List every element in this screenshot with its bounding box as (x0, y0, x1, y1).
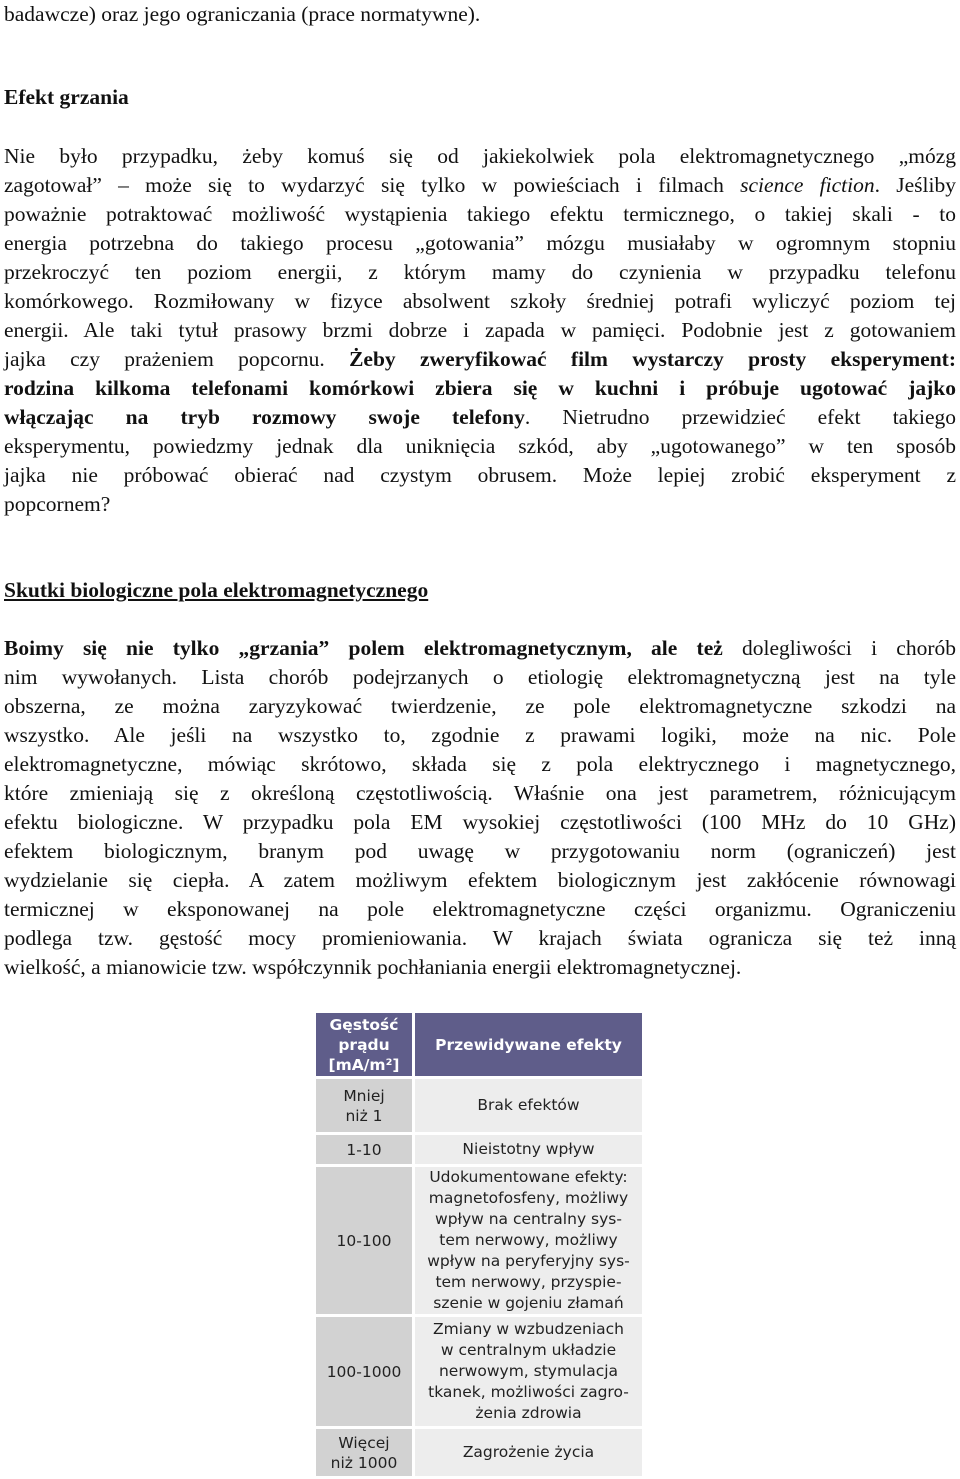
density-cell (315, 1078, 414, 1134)
text-run: nim wywołanych. Lista chorób podejrzanych o etiologię elektromagnetyczną jest na tyle (4, 665, 956, 689)
text-run: energii. Ale taki tytuł prasowy brzmi dobrze i zapada w pamięci. Podobnie jest z gotowaniem (4, 318, 956, 342)
biological-paragraph-line (4, 924, 956, 953)
effect-text: tkanek, możliwości zagro- (428, 1383, 629, 1401)
density-cell (315, 1134, 414, 1166)
effect-text: Nieistotny wpływ (462, 1140, 595, 1158)
biological-paragraph-line (4, 779, 956, 808)
heating-paragraph-line (4, 258, 956, 287)
intro-line: badawcze) oraz jego ograniczania (prace normatywne). (4, 2, 481, 26)
text-run: . Nietrudno przewidzieć efekt takiego (524, 405, 956, 429)
biological-paragraph-line (4, 692, 956, 721)
density-value: niż 1 (345, 1106, 383, 1125)
text-run: podlega tzw. gęstość mocy promieniowania. W krajach świata ogranicza się też inną (4, 926, 956, 950)
effect-text: tem nerwowy, możliwy (439, 1231, 618, 1249)
heating-paragraph-line (4, 229, 956, 258)
text-run: jajka czy prażeniem popcornu. (4, 347, 350, 371)
density-value: 100-1000 (326, 1362, 402, 1381)
biological-paragraph-line (4, 953, 956, 982)
text-run: Nie było przypadku, żeby komuś się od jakiekolwiek pola elektromagnetycznego „mózg (4, 144, 956, 168)
effect-text: wpływ na peryferyjny sys- (427, 1252, 630, 1270)
density-cell (315, 1166, 414, 1316)
effect-text: tem nerwowy, przyspie- (435, 1273, 622, 1291)
table-body (315, 1078, 644, 1478)
table-row (315, 1316, 644, 1428)
text-run: dolegliwości i chorób (722, 636, 956, 660)
density-cell (315, 1428, 414, 1478)
heating-paragraph-line (4, 316, 956, 345)
effect-text: Brak efektów (477, 1096, 580, 1114)
effect-text: wpływ na centralny sys- (435, 1210, 622, 1228)
text-run: energia potrzebna do takiego procesu „gotowania” mózgu musiałaby w ogromnym stopniu (4, 231, 956, 255)
biological-paragraph-line (4, 663, 956, 692)
heating-paragraph-line (4, 287, 956, 316)
text-run: Żeby zweryfikować film wystarczy prosty eksperyment: (349, 347, 956, 371)
density-value: 1-10 (346, 1140, 382, 1159)
table-row (315, 1428, 644, 1478)
heating-paragraph-line (4, 142, 956, 171)
heating-paragraph-line (4, 432, 956, 461)
table-row (315, 1166, 644, 1316)
heating-paragraph-line (4, 461, 956, 490)
biological-paragraph-line (4, 837, 956, 866)
text-run: zagotował” – może się to wydarzyć się tylko w powieściach i filmach (4, 173, 741, 197)
heating-paragraph-line (4, 200, 956, 229)
text-run: wydzielanie się ciepła. A zatem możliwym efektem biologicznym jest zakłócenie równowagi (4, 868, 956, 892)
biological-paragraph-line (4, 721, 956, 750)
text-run: jajka nie próbować obierać nad czystym obrusem. Może lepiej zrobić eksperyment z (4, 463, 956, 487)
effect-cell (414, 1428, 644, 1478)
text-run: komórkowego. Rozmiłowany w fizyce absolwent szkoły średniej potrafi wyliczyć poziom tej (4, 289, 956, 313)
text-run: włączając na tryb rozmowy swoje telefony (4, 405, 525, 429)
text-run: elektromagnetyczne, mówiąc skrótowo, składa się z pola elektrycznego i magnetycznego, (4, 752, 956, 776)
current-density-table-figure (313, 1010, 645, 1472)
effect-cell (414, 1166, 644, 1316)
text-run: popcornem? (4, 492, 111, 516)
effect-text: szenie w gojeniu złamań (433, 1294, 624, 1312)
text-run: efektem biologicznym, branym pod uwagę w przygotowaniu norm (ograniczeń) jest (4, 839, 956, 863)
heating-paragraph-line (4, 374, 956, 403)
density-value: Więcej (338, 1433, 390, 1452)
text-run: rodzina kilkoma telefonami komórkowi zbiera się w kuchni i próbuje ugotować jajko (4, 376, 956, 400)
text-run: wszystko. Ale jeśli na wszystko to, zgodnie z prawami logiki, może na nic. Pole (4, 723, 956, 747)
header-density-line: Gęstość (329, 1015, 399, 1034)
table-row (315, 1134, 644, 1166)
table-header-effects: Przewidywane efekty (414, 1012, 644, 1078)
biological-paragraph-line (4, 750, 956, 779)
effect-text: nerwowym, stymulacja (438, 1362, 619, 1380)
density-value: 10-100 (336, 1231, 392, 1250)
heating-paragraph-line (4, 345, 956, 374)
header-density-line: prądu (338, 1035, 390, 1054)
density-value: niż 1000 (330, 1453, 398, 1472)
effect-text: żenia zdrowia (475, 1404, 582, 1422)
section-heading-biological: Skutki biologiczne pola elektromagnetycznego (4, 578, 429, 602)
text-run: science fiction (740, 173, 875, 197)
biological-paragraph-line (4, 895, 956, 924)
biological-paragraph-line (4, 866, 956, 895)
header-density-line: [mA/m²] (328, 1055, 400, 1074)
text-run: przekroczyć ten poziom energii, z którym mamy do czynienia w przypadku telefonu (4, 260, 956, 284)
effect-cell (414, 1316, 644, 1428)
biological-paragraph-line (4, 634, 956, 663)
text-run: które zmieniają się z określoną częstotliwością. Właśnie ona jest parametrem, różnicującym (4, 781, 956, 805)
density-value: Mniej (343, 1086, 385, 1105)
effect-cell (414, 1078, 644, 1134)
text-run: . Jeśliby (874, 173, 956, 197)
heating-paragraph-line (4, 490, 956, 519)
effect-cell (414, 1134, 644, 1166)
text-run: efektu biologiczne. W przypadku pola EM wysokiej częstotliwości (100 MHz do 10 GHz) (4, 810, 956, 834)
text-run: termicznej w eksponowanej na pole elektromagnetyczne części organizmu. Ograniczeniu (4, 897, 956, 921)
effect-text: Zagrożenie życia (462, 1443, 595, 1461)
table-header-density (315, 1012, 414, 1078)
text-run: poważnie potraktować możliwość wystąpienia takiego efektu termicznego, o takiej skali - to (4, 202, 956, 226)
effect-text: w centralnym układzie (440, 1341, 617, 1359)
text-run: eksperymentu, powiedzmy jednak dla uniknięcia szkód, aby „ugotowanego” w ten sposób (4, 434, 956, 458)
text-run: obszerna, ze można zaryzykować twierdzenie, ze pole elektromagnetyczne szkodzi na (4, 694, 956, 718)
heating-paragraph-line (4, 171, 956, 200)
effect-text: Udokumentowane efekty: (429, 1168, 628, 1186)
section-heading-heating: Efekt grzania (4, 85, 129, 109)
density-cell (315, 1316, 414, 1428)
current-density-table (313, 1010, 645, 1479)
table-row (315, 1078, 644, 1134)
heating-paragraph-line (4, 403, 956, 432)
effect-text: Zmiany w wzbudzeniach (432, 1320, 624, 1338)
text-run: Boimy się nie tylko „grzania” polem elektromagnetycznym, ale też (4, 636, 723, 660)
biological-paragraph-line (4, 808, 956, 837)
text-run: wielkość, a mianowicie tzw. współczynnik pochłaniania energii elektromagnetycznej. (4, 955, 742, 979)
effect-text: magnetofosfeny, możliwy (428, 1189, 629, 1207)
